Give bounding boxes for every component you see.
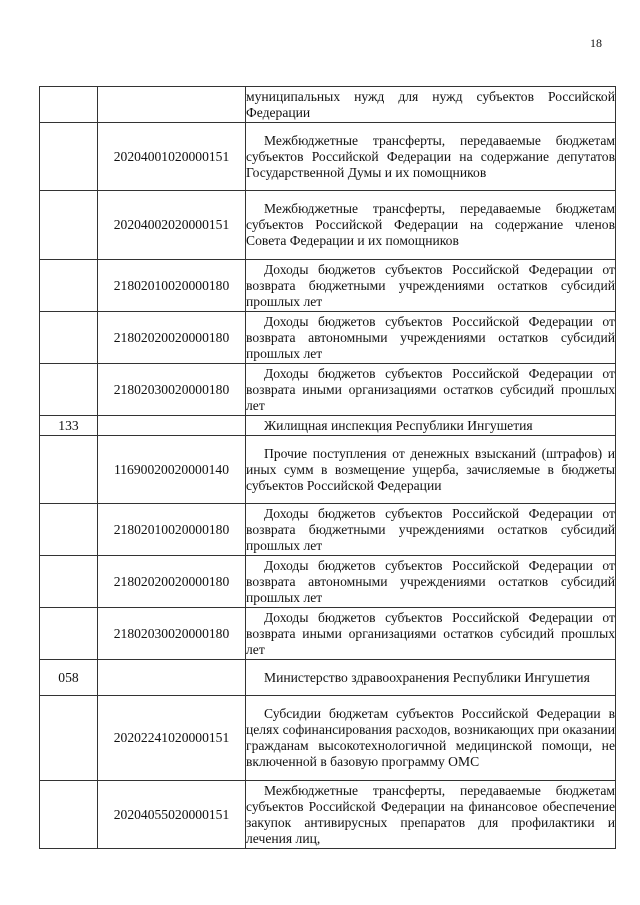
revenue-name-cell: Министерство здравоохранения Республики Ингушетия xyxy=(246,660,616,696)
page-number: 18 xyxy=(590,36,602,50)
revenue-name-cell: Доходы бюджетов субъектов Российской Федерации от возврата бюджетными учреждениями остатков субсидий прошлых лет xyxy=(246,504,616,556)
admin-code-cell xyxy=(40,260,98,312)
table-row xyxy=(40,556,616,608)
revenue-code-cell: 21802030020000180 xyxy=(98,364,246,416)
revenue-code-cell: 21802030020000180 xyxy=(98,608,246,660)
admin-code-cell xyxy=(40,191,98,260)
revenue-code-cell: 20204002020000151 xyxy=(98,191,246,260)
admin-code-cell xyxy=(40,436,98,504)
table-row xyxy=(40,191,616,260)
revenue-code-cell: 20202241020000151 xyxy=(98,696,246,781)
table-row xyxy=(40,123,616,191)
admin-code-cell xyxy=(40,504,98,556)
table-row xyxy=(40,416,616,436)
revenue-code-cell xyxy=(98,416,246,436)
revenue-code-cell: 21802010020000180 xyxy=(98,260,246,312)
revenue-code-cell: 21802010020000180 xyxy=(98,504,246,556)
table-row xyxy=(40,312,616,364)
revenue-code-cell: 20204001020000151 xyxy=(98,123,246,191)
admin-code-cell xyxy=(40,364,98,416)
revenue-name-cell: Межбюджетные трансферты, передаваемые бюджетам субъектов Российской Федерации на содержание депутатов Государственной Думы и их помощников xyxy=(246,123,616,191)
revenue-name-cell: Доходы бюджетов субъектов Российской Федерации от возврата бюджетными учреждениями остатков субсидий прошлых лет xyxy=(246,260,616,312)
table-row xyxy=(40,504,616,556)
revenue-name-cell: Межбюджетные трансферты, передаваемые бюджетам субъектов Российской Федерации на содержание членов Совета Федерации и их помощников xyxy=(246,191,616,260)
table-row xyxy=(40,781,616,849)
admin-code-cell xyxy=(40,696,98,781)
admin-code-cell xyxy=(40,312,98,364)
admin-code-cell xyxy=(40,556,98,608)
admin-code-cell xyxy=(40,87,98,123)
revenue-name-cell: Прочие поступления от денежных взысканий (штрафов) и иных сумм в возмещение ущерба, зачисляемые в бюджеты субъектов Российской Федерации xyxy=(246,436,616,504)
revenue-code-cell: 20204055020000151 xyxy=(98,781,246,849)
revenue-name-cell: Доходы бюджетов субъектов Российской Федерации от возврата иными организациями остатков субсидий прошлых лет xyxy=(246,364,616,416)
admin-code-cell xyxy=(40,608,98,660)
table-row xyxy=(40,436,616,504)
revenue-code-cell: 21802020020000180 xyxy=(98,556,246,608)
revenue-name-cell: Жилищная инспекция Республики Ингушетия xyxy=(246,416,616,436)
table-row xyxy=(40,364,616,416)
table-row xyxy=(40,608,616,660)
table-row xyxy=(40,660,616,696)
revenue-name-cell: Доходы бюджетов субъектов Российской Федерации от возврата автономными учреждениями остатков субсидий прошлых лет xyxy=(246,312,616,364)
table-row xyxy=(40,87,616,123)
admin-code-cell xyxy=(40,123,98,191)
revenue-code-cell xyxy=(98,87,246,123)
revenue-code-cell xyxy=(98,660,246,696)
revenue-name-cell: Доходы бюджетов субъектов Российской Федерации от возврата иными организациями остатков субсидий прошлых лет xyxy=(246,608,616,660)
revenue-name-cell: Межбюджетные трансферты, передаваемые бюджетам субъектов Российской Федерации на финансовое обеспечение закупок антивирусных препаратов для профилактики и лечения лиц, xyxy=(246,781,616,849)
revenue-name-cell: Доходы бюджетов субъектов Российской Федерации от возврата автономными учреждениями остатков субсидий прошлых лет xyxy=(246,556,616,608)
admin-code-cell xyxy=(40,781,98,849)
table-row xyxy=(40,260,616,312)
revenue-name-cell: Субсидии бюджетам субъектов Российской Федерации в целях софинансирования расходов, возникающих при оказании гражданам высокотехнологичной медицинской помощи, не включенной в базовую программу ОМС xyxy=(246,696,616,781)
table-row xyxy=(40,696,616,781)
revenue-code-cell: 11690020020000140 xyxy=(98,436,246,504)
revenue-codes-table xyxy=(39,86,616,849)
revenue-code-cell: 21802020020000180 xyxy=(98,312,246,364)
admin-code-cell: 058 xyxy=(40,660,98,696)
admin-code-cell: 133 xyxy=(40,416,98,436)
revenue-name-cell: муниципальных нужд для нужд субъектов Российской Федерации xyxy=(246,87,616,123)
